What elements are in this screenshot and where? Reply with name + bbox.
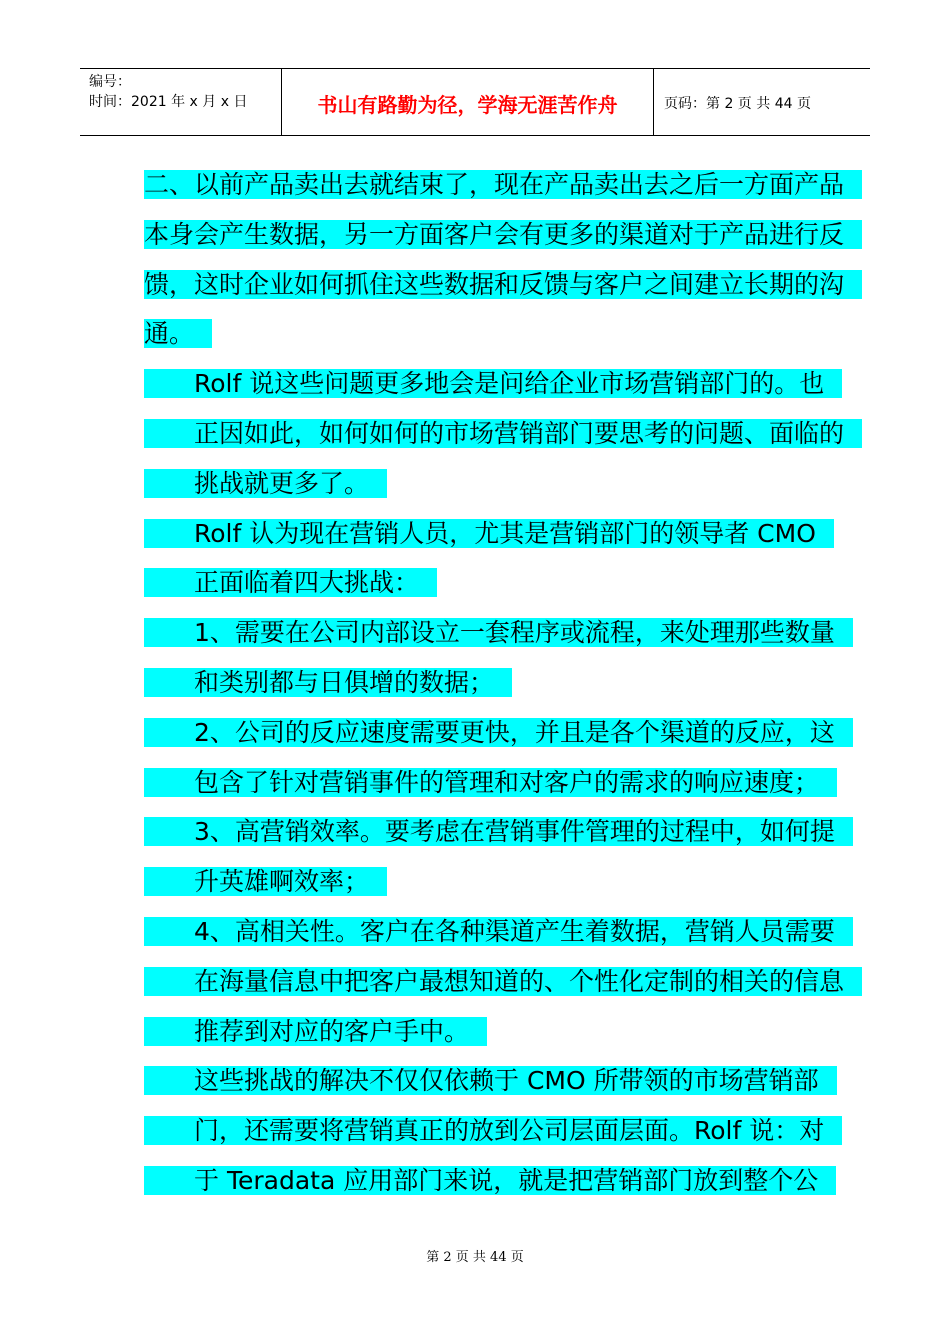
header-motto: 书山有路勤为径，学海无涯苦作舟 <box>317 92 618 117</box>
body-paragraph <box>144 807 844 907</box>
body-paragraph <box>144 708 844 808</box>
body-paragraph <box>144 608 844 708</box>
document-body <box>144 160 844 1206</box>
header-motto-cell <box>282 69 654 135</box>
highlighted-text: 这些挑战的解决不仅仅依赖于 CMO 所带领的市场营销部门，还需要将营销真正的放到公司层面层面。Rolf 说：对于 Teradata 应用部门来说，就是把营销部门放到整个公 <box>144 1066 842 1195</box>
highlighted-text: 1、需要在公司内部设立一套程序或流程，来处理那些数量和类别都与日俱增的数据； <box>144 618 853 697</box>
body-paragraph <box>144 907 844 1056</box>
footer-page-number: 第 2 页 共 44 页 <box>426 1250 524 1265</box>
highlighted-text: 2、公司的反应速度需要更快，并且是各个渠道的反应，这包含了针对营销事件的管理和对客户的需求的响应速度； <box>144 718 853 797</box>
header-page-cell <box>654 69 870 135</box>
page-header <box>80 68 870 136</box>
highlighted-text: 二、以前产品卖出去就结束了，现在产品卖出去之后一方面产品本身会产生数据，另一方面客户会有更多的渠道对于产品进行反馈，这时企业如何抓住这些数据和反馈与客户之间建立长期的沟通。 <box>144 170 862 348</box>
page-footer <box>0 1246 950 1265</box>
body-paragraph <box>144 160 844 359</box>
highlighted-text: Rolf 认为现在营销人员，尤其是营销部门的领导者 CMO 正面临着四大挑战： <box>144 519 834 598</box>
document-number-label: 编号： <box>89 74 131 90</box>
body-paragraph <box>144 1056 844 1205</box>
document-date-label: 时间：2021 年 x 月 x 日 <box>89 94 248 110</box>
body-paragraph <box>144 509 844 609</box>
highlighted-text: Rolf 说这些问题更多地会是问给企业市场营销部门的。也正因如此，如何如何的市场营销部门要思考的问题、面临的挑战就更多了。 <box>144 369 862 498</box>
highlighted-text: 4、高相关性。客户在各种渠道产生着数据，营销人员需要在海量信息中把客户最想知道的、个性化定制的相关的信息推荐到对应的客户手中。 <box>144 917 862 1046</box>
header-page-info: 页码：第 2 页 共 44 页 <box>664 96 811 112</box>
body-paragraph <box>144 359 844 508</box>
header-meta-cell <box>80 69 282 135</box>
highlighted-text: 3、高营销效率。要考虑在营销事件管理的过程中，如何提升英雄啊效率； <box>144 817 853 896</box>
